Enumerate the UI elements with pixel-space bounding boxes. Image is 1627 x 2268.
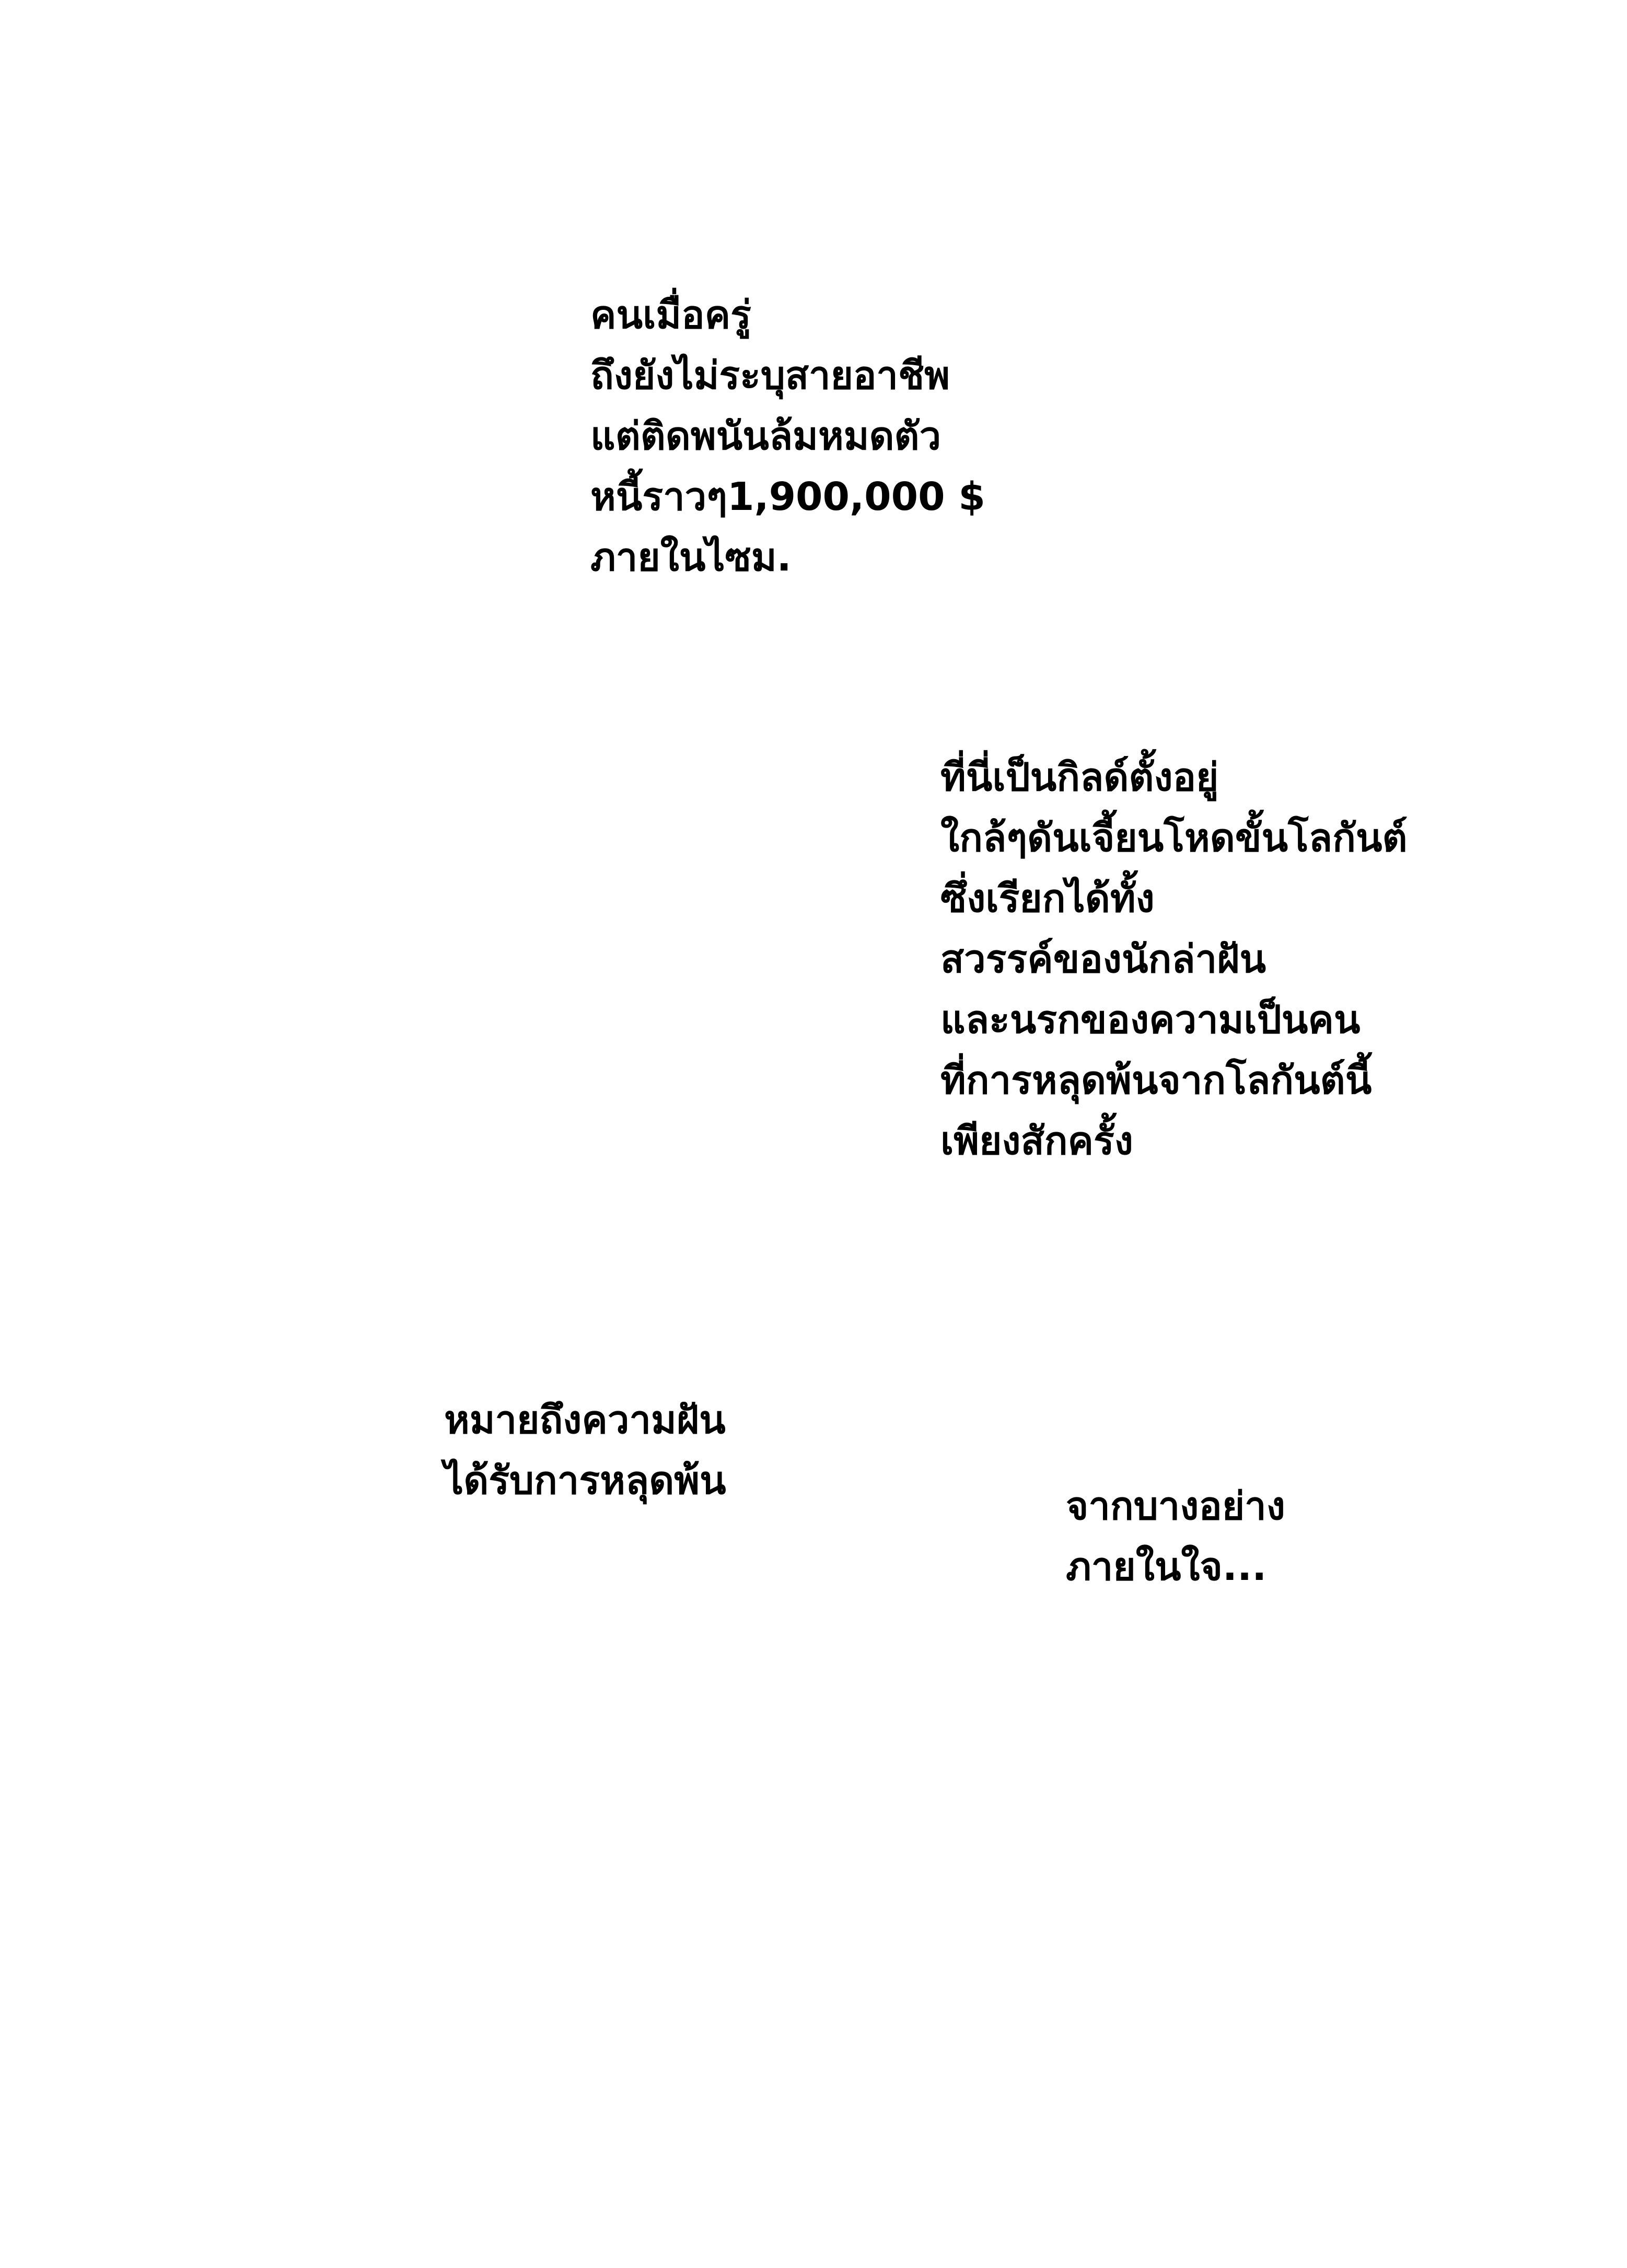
caption-line: และนรกของความเป็นคน: [940, 997, 1361, 1042]
caption-line: หมายถึงความฝัน: [444, 1398, 726, 1443]
caption-line: ภายในใจ...: [1066, 1544, 1267, 1589]
caption-line: เพียงสักครั้ง: [940, 1119, 1133, 1164]
caption-line: หนี้ราวๆ1,900,000 $: [590, 474, 985, 519]
narration-caption-dream: [444, 1390, 726, 1511]
caption-line: ภายในไซม.: [590, 535, 792, 580]
caption-line: ที่นี่เป็นกิลด์ตั้งอยู่: [940, 755, 1219, 800]
narration-caption-guild: [940, 747, 1408, 1171]
caption-line: ที่การหลุดพ้นจากโลกันต์นี้: [940, 1058, 1372, 1103]
caption-line: แต่ติดพนันล้มหมดตัว: [590, 414, 942, 459]
caption-line: ถึงยังไม่ระบุสายอาชีพ: [590, 353, 950, 398]
caption-line: คนเมื่อครู่: [590, 293, 751, 338]
caption-line: ใกล้ๆดันเจี้ยนโหดขั้นโลกันต์: [940, 816, 1408, 860]
caption-line: สวรรค์ของนักล่าฝัน: [940, 937, 1266, 982]
caption-line: ได้รับการหลุดพ้น: [444, 1458, 726, 1503]
narration-caption-heart: [1066, 1476, 1285, 1597]
caption-line: ซึ่งเรียกได้ทั้ง: [940, 876, 1155, 921]
narration-caption-debt: [590, 285, 985, 588]
caption-line: จากบางอย่าง: [1066, 1484, 1285, 1529]
